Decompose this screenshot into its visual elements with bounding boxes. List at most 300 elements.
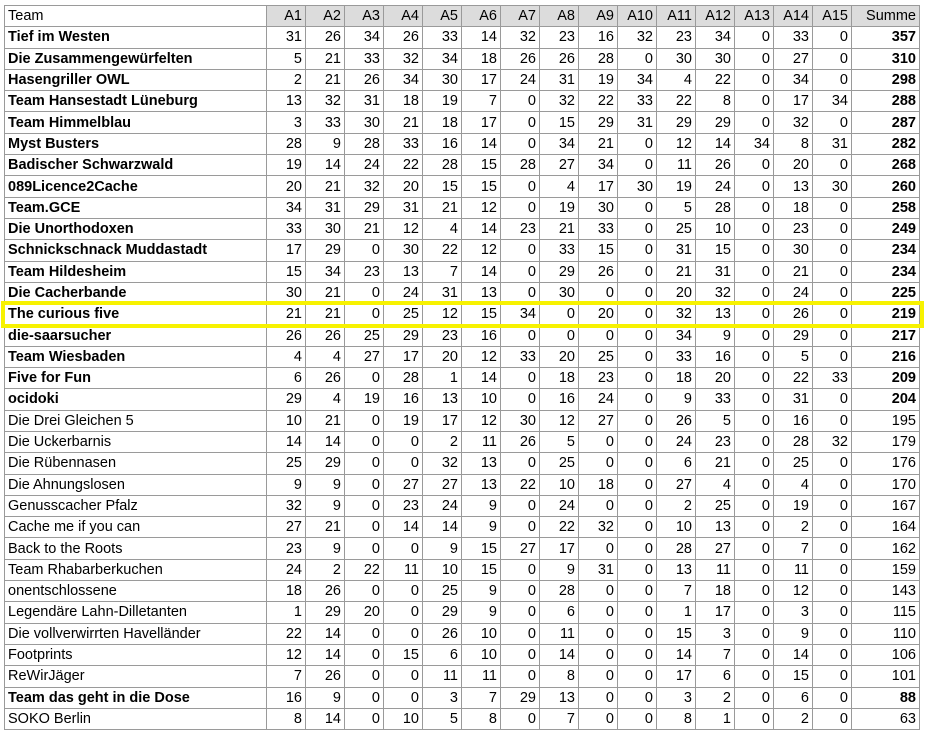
score-cell-a10: 0 <box>618 240 657 261</box>
table-row <box>5 389 920 410</box>
score-cell-a12: 4 <box>696 474 735 495</box>
score-cell-a11: 25 <box>657 218 696 239</box>
table-row <box>5 133 920 154</box>
score-cell-a3: 32 <box>345 176 384 197</box>
score-cell-a7: 0 <box>501 282 540 303</box>
score-cell-a12: 13 <box>696 517 735 538</box>
score-cell-a8: 31 <box>540 69 579 90</box>
score-cell-a15: 0 <box>813 69 852 90</box>
score-cell-a4: 24 <box>384 282 423 303</box>
score-cell-a8: 24 <box>540 495 579 516</box>
header-a12: A12 <box>696 6 735 27</box>
score-cell-a8: 12 <box>540 410 579 431</box>
score-cell-a2: 26 <box>306 27 345 48</box>
score-cell-a5: 31 <box>423 282 462 303</box>
score-cell-a12: 9 <box>696 325 735 346</box>
score-cell-a9: 28 <box>579 48 618 69</box>
score-cell-a11: 9 <box>657 389 696 410</box>
score-cell-a6: 9 <box>462 581 501 602</box>
sum-cell: 164 <box>852 517 920 538</box>
score-cell-a7: 33 <box>501 346 540 367</box>
score-cell-a3: 34 <box>345 27 384 48</box>
score-cell-a15: 0 <box>813 410 852 431</box>
score-cell-a2: 21 <box>306 69 345 90</box>
score-cell-a12: 15 <box>696 240 735 261</box>
score-cell-a5: 22 <box>423 240 462 261</box>
score-cell-a3: 0 <box>345 410 384 431</box>
score-cell-a14: 33 <box>774 27 813 48</box>
score-cell-a12: 32 <box>696 282 735 303</box>
score-cell-a7: 0 <box>501 197 540 218</box>
score-cell-a11: 21 <box>657 261 696 282</box>
score-cell-a1: 2 <box>267 69 306 90</box>
score-cell-a12: 14 <box>696 133 735 154</box>
score-cell-a12: 8 <box>696 91 735 112</box>
score-cell-a9: 24 <box>579 389 618 410</box>
score-cell-a4: 25 <box>384 304 423 325</box>
score-cell-a15: 0 <box>813 644 852 665</box>
team-name-cell: Team das geht in die Dose <box>5 687 267 708</box>
score-cell-a14: 19 <box>774 495 813 516</box>
score-cell-a5: 18 <box>423 112 462 133</box>
sum-cell: 260 <box>852 176 920 197</box>
score-cell-a5: 5 <box>423 708 462 729</box>
score-cell-a5: 3 <box>423 687 462 708</box>
score-cell-a6: 10 <box>462 623 501 644</box>
score-cell-a12: 27 <box>696 538 735 559</box>
score-cell-a10: 0 <box>618 623 657 644</box>
table-row <box>5 112 920 133</box>
score-cell-a10: 0 <box>618 602 657 623</box>
score-cell-a1: 23 <box>267 538 306 559</box>
score-cell-a12: 31 <box>696 261 735 282</box>
score-cell-a2: 31 <box>306 197 345 218</box>
team-name-cell: Die Cacherbande <box>5 282 267 303</box>
score-cell-a3: 20 <box>345 602 384 623</box>
sum-cell: 209 <box>852 368 920 389</box>
score-cell-a6: 10 <box>462 389 501 410</box>
score-cell-a13: 0 <box>735 666 774 687</box>
team-name-cell: onentschlossene <box>5 581 267 602</box>
sum-cell: 249 <box>852 218 920 239</box>
score-cell-a11: 26 <box>657 410 696 431</box>
score-cell-a5: 4 <box>423 218 462 239</box>
score-cell-a14: 5 <box>774 346 813 367</box>
score-cell-a14: 22 <box>774 368 813 389</box>
score-cell-a2: 14 <box>306 623 345 644</box>
score-cell-a6: 16 <box>462 325 501 346</box>
score-cell-a15: 0 <box>813 559 852 580</box>
header-a13: A13 <box>735 6 774 27</box>
score-cell-a7: 0 <box>501 623 540 644</box>
score-cell-a13: 0 <box>735 304 774 325</box>
score-cell-a10: 0 <box>618 389 657 410</box>
score-cell-a2: 21 <box>306 410 345 431</box>
score-cell-a5: 13 <box>423 389 462 410</box>
team-name-cell: Back to the Roots <box>5 538 267 559</box>
score-cell-a2: 9 <box>306 687 345 708</box>
score-cell-a15: 0 <box>813 304 852 325</box>
score-cell-a14: 13 <box>774 176 813 197</box>
table-row <box>5 282 920 303</box>
score-cell-a14: 15 <box>774 666 813 687</box>
score-cell-a14: 20 <box>774 155 813 176</box>
score-cell-a5: 30 <box>423 69 462 90</box>
score-cell-a7: 26 <box>501 431 540 452</box>
score-cell-a10: 0 <box>618 218 657 239</box>
score-cell-a14: 24 <box>774 282 813 303</box>
score-cell-a4: 17 <box>384 346 423 367</box>
score-cell-a5: 2 <box>423 431 462 452</box>
table-row <box>5 218 920 239</box>
score-cell-a2: 14 <box>306 155 345 176</box>
score-cell-a13: 0 <box>735 495 774 516</box>
score-cell-a7: 0 <box>501 453 540 474</box>
score-cell-a1: 4 <box>267 346 306 367</box>
score-cell-a3: 26 <box>345 69 384 90</box>
score-cell-a11: 20 <box>657 282 696 303</box>
score-cell-a9: 29 <box>579 112 618 133</box>
team-name-cell: Schnickschnack Muddastadt <box>5 240 267 261</box>
score-cell-a10: 32 <box>618 27 657 48</box>
score-cell-a13: 34 <box>735 133 774 154</box>
score-cell-a3: 0 <box>345 666 384 687</box>
score-cell-a5: 15 <box>423 176 462 197</box>
score-cell-a3: 0 <box>345 708 384 729</box>
score-cell-a9: 0 <box>579 666 618 687</box>
score-cell-a3: 21 <box>345 218 384 239</box>
score-cell-a11: 15 <box>657 623 696 644</box>
score-cell-a14: 32 <box>774 112 813 133</box>
score-cell-a14: 14 <box>774 644 813 665</box>
score-cell-a5: 19 <box>423 91 462 112</box>
score-cell-a13: 0 <box>735 112 774 133</box>
score-cell-a11: 22 <box>657 91 696 112</box>
score-cell-a11: 24 <box>657 431 696 452</box>
table-row <box>5 581 920 602</box>
score-cell-a10: 33 <box>618 91 657 112</box>
score-cell-a11: 23 <box>657 27 696 48</box>
score-cell-a9: 20 <box>579 304 618 325</box>
score-cell-a2: 26 <box>306 368 345 389</box>
score-cell-a12: 3 <box>696 623 735 644</box>
score-cell-a10: 0 <box>618 687 657 708</box>
score-cell-a11: 30 <box>657 48 696 69</box>
score-cell-a15: 34 <box>813 91 852 112</box>
score-cell-a11: 1 <box>657 602 696 623</box>
table-row <box>5 27 920 48</box>
score-cell-a3: 24 <box>345 155 384 176</box>
score-cell-a4: 0 <box>384 581 423 602</box>
sum-cell: 101 <box>852 666 920 687</box>
score-cell-a1: 33 <box>267 218 306 239</box>
results-table <box>4 5 920 730</box>
score-cell-a8: 28 <box>540 581 579 602</box>
sum-cell: 88 <box>852 687 920 708</box>
score-cell-a3: 25 <box>345 325 384 346</box>
score-cell-a13: 0 <box>735 69 774 90</box>
score-cell-a11: 33 <box>657 346 696 367</box>
score-cell-a14: 6 <box>774 687 813 708</box>
score-cell-a8: 5 <box>540 431 579 452</box>
team-name-cell: Cache me if you can <box>5 517 267 538</box>
score-cell-a8: 0 <box>540 325 579 346</box>
score-cell-a1: 8 <box>267 708 306 729</box>
team-name-cell: Team Himmelblau <box>5 112 267 133</box>
score-cell-a15: 33 <box>813 368 852 389</box>
score-cell-a9: 22 <box>579 91 618 112</box>
score-cell-a14: 2 <box>774 517 813 538</box>
table-row <box>5 325 920 346</box>
score-cell-a8: 18 <box>540 368 579 389</box>
score-cell-a4: 12 <box>384 218 423 239</box>
score-cell-a4: 32 <box>384 48 423 69</box>
score-cell-a7: 27 <box>501 538 540 559</box>
sum-cell: 217 <box>852 325 920 346</box>
results-table-wrapper <box>4 5 920 730</box>
score-cell-a15: 0 <box>813 112 852 133</box>
score-cell-a14: 2 <box>774 708 813 729</box>
score-cell-a5: 16 <box>423 133 462 154</box>
score-cell-a4: 0 <box>384 538 423 559</box>
score-cell-a7: 30 <box>501 410 540 431</box>
score-cell-a1: 7 <box>267 666 306 687</box>
score-cell-a5: 11 <box>423 666 462 687</box>
table-row <box>5 538 920 559</box>
table-row <box>5 687 920 708</box>
score-cell-a4: 30 <box>384 240 423 261</box>
sum-cell: 357 <box>852 27 920 48</box>
score-cell-a1: 6 <box>267 368 306 389</box>
score-cell-a11: 13 <box>657 559 696 580</box>
score-cell-a15: 32 <box>813 431 852 452</box>
score-cell-a10: 0 <box>618 346 657 367</box>
table-row <box>5 666 920 687</box>
score-cell-a2: 29 <box>306 602 345 623</box>
score-cell-a3: 29 <box>345 197 384 218</box>
score-cell-a3: 0 <box>345 495 384 516</box>
score-cell-a8: 20 <box>540 346 579 367</box>
score-cell-a5: 1 <box>423 368 462 389</box>
score-cell-a6: 15 <box>462 176 501 197</box>
score-cell-a10: 31 <box>618 112 657 133</box>
score-cell-a4: 31 <box>384 197 423 218</box>
sum-cell: 63 <box>852 708 920 729</box>
sum-cell: 216 <box>852 346 920 367</box>
score-cell-a9: 0 <box>579 623 618 644</box>
score-cell-a14: 30 <box>774 240 813 261</box>
score-cell-a8: 11 <box>540 623 579 644</box>
score-cell-a14: 25 <box>774 453 813 474</box>
score-cell-a14: 9 <box>774 623 813 644</box>
score-cell-a6: 15 <box>462 155 501 176</box>
score-cell-a7: 0 <box>501 112 540 133</box>
score-cell-a10: 0 <box>618 644 657 665</box>
score-cell-a6: 11 <box>462 666 501 687</box>
sum-cell: 195 <box>852 410 920 431</box>
score-cell-a13: 0 <box>735 687 774 708</box>
score-cell-a8: 34 <box>540 133 579 154</box>
score-cell-a10: 0 <box>618 197 657 218</box>
header-a11: A11 <box>657 6 696 27</box>
score-cell-a10: 0 <box>618 559 657 580</box>
team-name-cell: Badischer Schwarzwald <box>5 155 267 176</box>
score-cell-a15: 0 <box>813 708 852 729</box>
score-cell-a4: 0 <box>384 623 423 644</box>
score-cell-a10: 0 <box>618 708 657 729</box>
sum-cell: 298 <box>852 69 920 90</box>
team-name-cell: The curious five <box>5 304 267 325</box>
score-cell-a12: 29 <box>696 112 735 133</box>
score-cell-a12: 26 <box>696 155 735 176</box>
score-cell-a7: 22 <box>501 474 540 495</box>
score-cell-a1: 13 <box>267 91 306 112</box>
score-cell-a11: 12 <box>657 133 696 154</box>
score-cell-a1: 12 <box>267 644 306 665</box>
score-cell-a11: 28 <box>657 538 696 559</box>
score-cell-a3: 0 <box>345 304 384 325</box>
team-name-cell: die-saarsucher <box>5 325 267 346</box>
score-cell-a9: 32 <box>579 517 618 538</box>
score-cell-a12: 34 <box>696 27 735 48</box>
score-cell-a2: 26 <box>306 581 345 602</box>
sum-cell: 170 <box>852 474 920 495</box>
score-cell-a2: 21 <box>306 517 345 538</box>
score-cell-a1: 29 <box>267 389 306 410</box>
score-cell-a1: 24 <box>267 559 306 580</box>
header-a7: A7 <box>501 6 540 27</box>
score-cell-a8: 14 <box>540 644 579 665</box>
score-cell-a1: 20 <box>267 176 306 197</box>
score-cell-a2: 9 <box>306 538 345 559</box>
score-cell-a15: 0 <box>813 581 852 602</box>
score-cell-a6: 17 <box>462 112 501 133</box>
score-cell-a8: 8 <box>540 666 579 687</box>
score-cell-a13: 0 <box>735 623 774 644</box>
score-cell-a9: 23 <box>579 368 618 389</box>
team-name-cell: Myst Busters <box>5 133 267 154</box>
score-cell-a12: 2 <box>696 687 735 708</box>
sum-cell: 234 <box>852 261 920 282</box>
score-cell-a13: 0 <box>735 282 774 303</box>
score-cell-a1: 26 <box>267 325 306 346</box>
score-cell-a2: 9 <box>306 133 345 154</box>
score-cell-a7: 0 <box>501 495 540 516</box>
score-cell-a14: 4 <box>774 474 813 495</box>
score-cell-a8: 7 <box>540 708 579 729</box>
score-cell-a12: 1 <box>696 708 735 729</box>
table-row <box>5 474 920 495</box>
score-cell-a9: 0 <box>579 538 618 559</box>
score-cell-a15: 0 <box>813 687 852 708</box>
sum-cell: 167 <box>852 495 920 516</box>
table-row <box>5 91 920 112</box>
score-cell-a14: 18 <box>774 197 813 218</box>
score-cell-a2: 2 <box>306 559 345 580</box>
score-cell-a10: 0 <box>618 48 657 69</box>
sum-cell: 282 <box>852 133 920 154</box>
score-cell-a6: 11 <box>462 431 501 452</box>
score-cell-a8: 25 <box>540 453 579 474</box>
score-cell-a7: 28 <box>501 155 540 176</box>
score-cell-a14: 7 <box>774 538 813 559</box>
score-cell-a12: 10 <box>696 218 735 239</box>
score-cell-a7: 0 <box>501 517 540 538</box>
score-cell-a11: 3 <box>657 687 696 708</box>
score-cell-a10: 0 <box>618 474 657 495</box>
score-cell-a1: 15 <box>267 261 306 282</box>
header-a2: A2 <box>306 6 345 27</box>
score-cell-a7: 0 <box>501 666 540 687</box>
team-name-cell: Team Hildesheim <box>5 261 267 282</box>
score-cell-a6: 9 <box>462 602 501 623</box>
team-name-cell: SOKO Berlin <box>5 708 267 729</box>
team-name-cell: 089Licence2Cache <box>5 176 267 197</box>
score-cell-a15: 0 <box>813 453 852 474</box>
score-cell-a6: 7 <box>462 687 501 708</box>
score-cell-a14: 11 <box>774 559 813 580</box>
score-cell-a15: 0 <box>813 517 852 538</box>
score-cell-a10: 0 <box>618 282 657 303</box>
score-cell-a9: 0 <box>579 453 618 474</box>
table-row <box>5 261 920 282</box>
team-name-cell: Die vollverwirrten Havelländer <box>5 623 267 644</box>
score-cell-a2: 14 <box>306 708 345 729</box>
score-cell-a1: 14 <box>267 431 306 452</box>
score-cell-a13: 0 <box>735 346 774 367</box>
score-cell-a2: 21 <box>306 48 345 69</box>
score-cell-a3: 0 <box>345 623 384 644</box>
score-cell-a9: 0 <box>579 644 618 665</box>
score-cell-a11: 27 <box>657 474 696 495</box>
table-row <box>5 431 920 452</box>
score-cell-a1: 28 <box>267 133 306 154</box>
score-cell-a9: 0 <box>579 282 618 303</box>
score-cell-a5: 33 <box>423 27 462 48</box>
score-cell-a6: 10 <box>462 644 501 665</box>
score-cell-a8: 32 <box>540 91 579 112</box>
header-row <box>5 6 920 27</box>
score-cell-a7: 0 <box>501 261 540 282</box>
score-cell-a7: 0 <box>501 133 540 154</box>
score-cell-a9: 25 <box>579 346 618 367</box>
score-cell-a3: 0 <box>345 474 384 495</box>
table-row <box>5 644 920 665</box>
score-cell-a10: 0 <box>618 431 657 452</box>
score-cell-a5: 34 <box>423 48 462 69</box>
score-cell-a11: 5 <box>657 197 696 218</box>
score-cell-a9: 0 <box>579 581 618 602</box>
score-cell-a4: 0 <box>384 666 423 687</box>
score-cell-a2: 21 <box>306 282 345 303</box>
score-cell-a6: 14 <box>462 261 501 282</box>
score-cell-a12: 11 <box>696 559 735 580</box>
score-cell-a6: 8 <box>462 708 501 729</box>
score-cell-a9: 31 <box>579 559 618 580</box>
score-cell-a4: 0 <box>384 602 423 623</box>
team-name-cell: Die Drei Gleichen 5 <box>5 410 267 431</box>
score-cell-a12: 5 <box>696 410 735 431</box>
score-cell-a13: 0 <box>735 517 774 538</box>
score-cell-a6: 14 <box>462 133 501 154</box>
score-cell-a4: 18 <box>384 91 423 112</box>
score-cell-a5: 9 <box>423 538 462 559</box>
score-cell-a7: 0 <box>501 91 540 112</box>
score-cell-a13: 0 <box>735 197 774 218</box>
score-cell-a5: 23 <box>423 325 462 346</box>
score-cell-a11: 7 <box>657 581 696 602</box>
score-cell-a13: 0 <box>735 410 774 431</box>
